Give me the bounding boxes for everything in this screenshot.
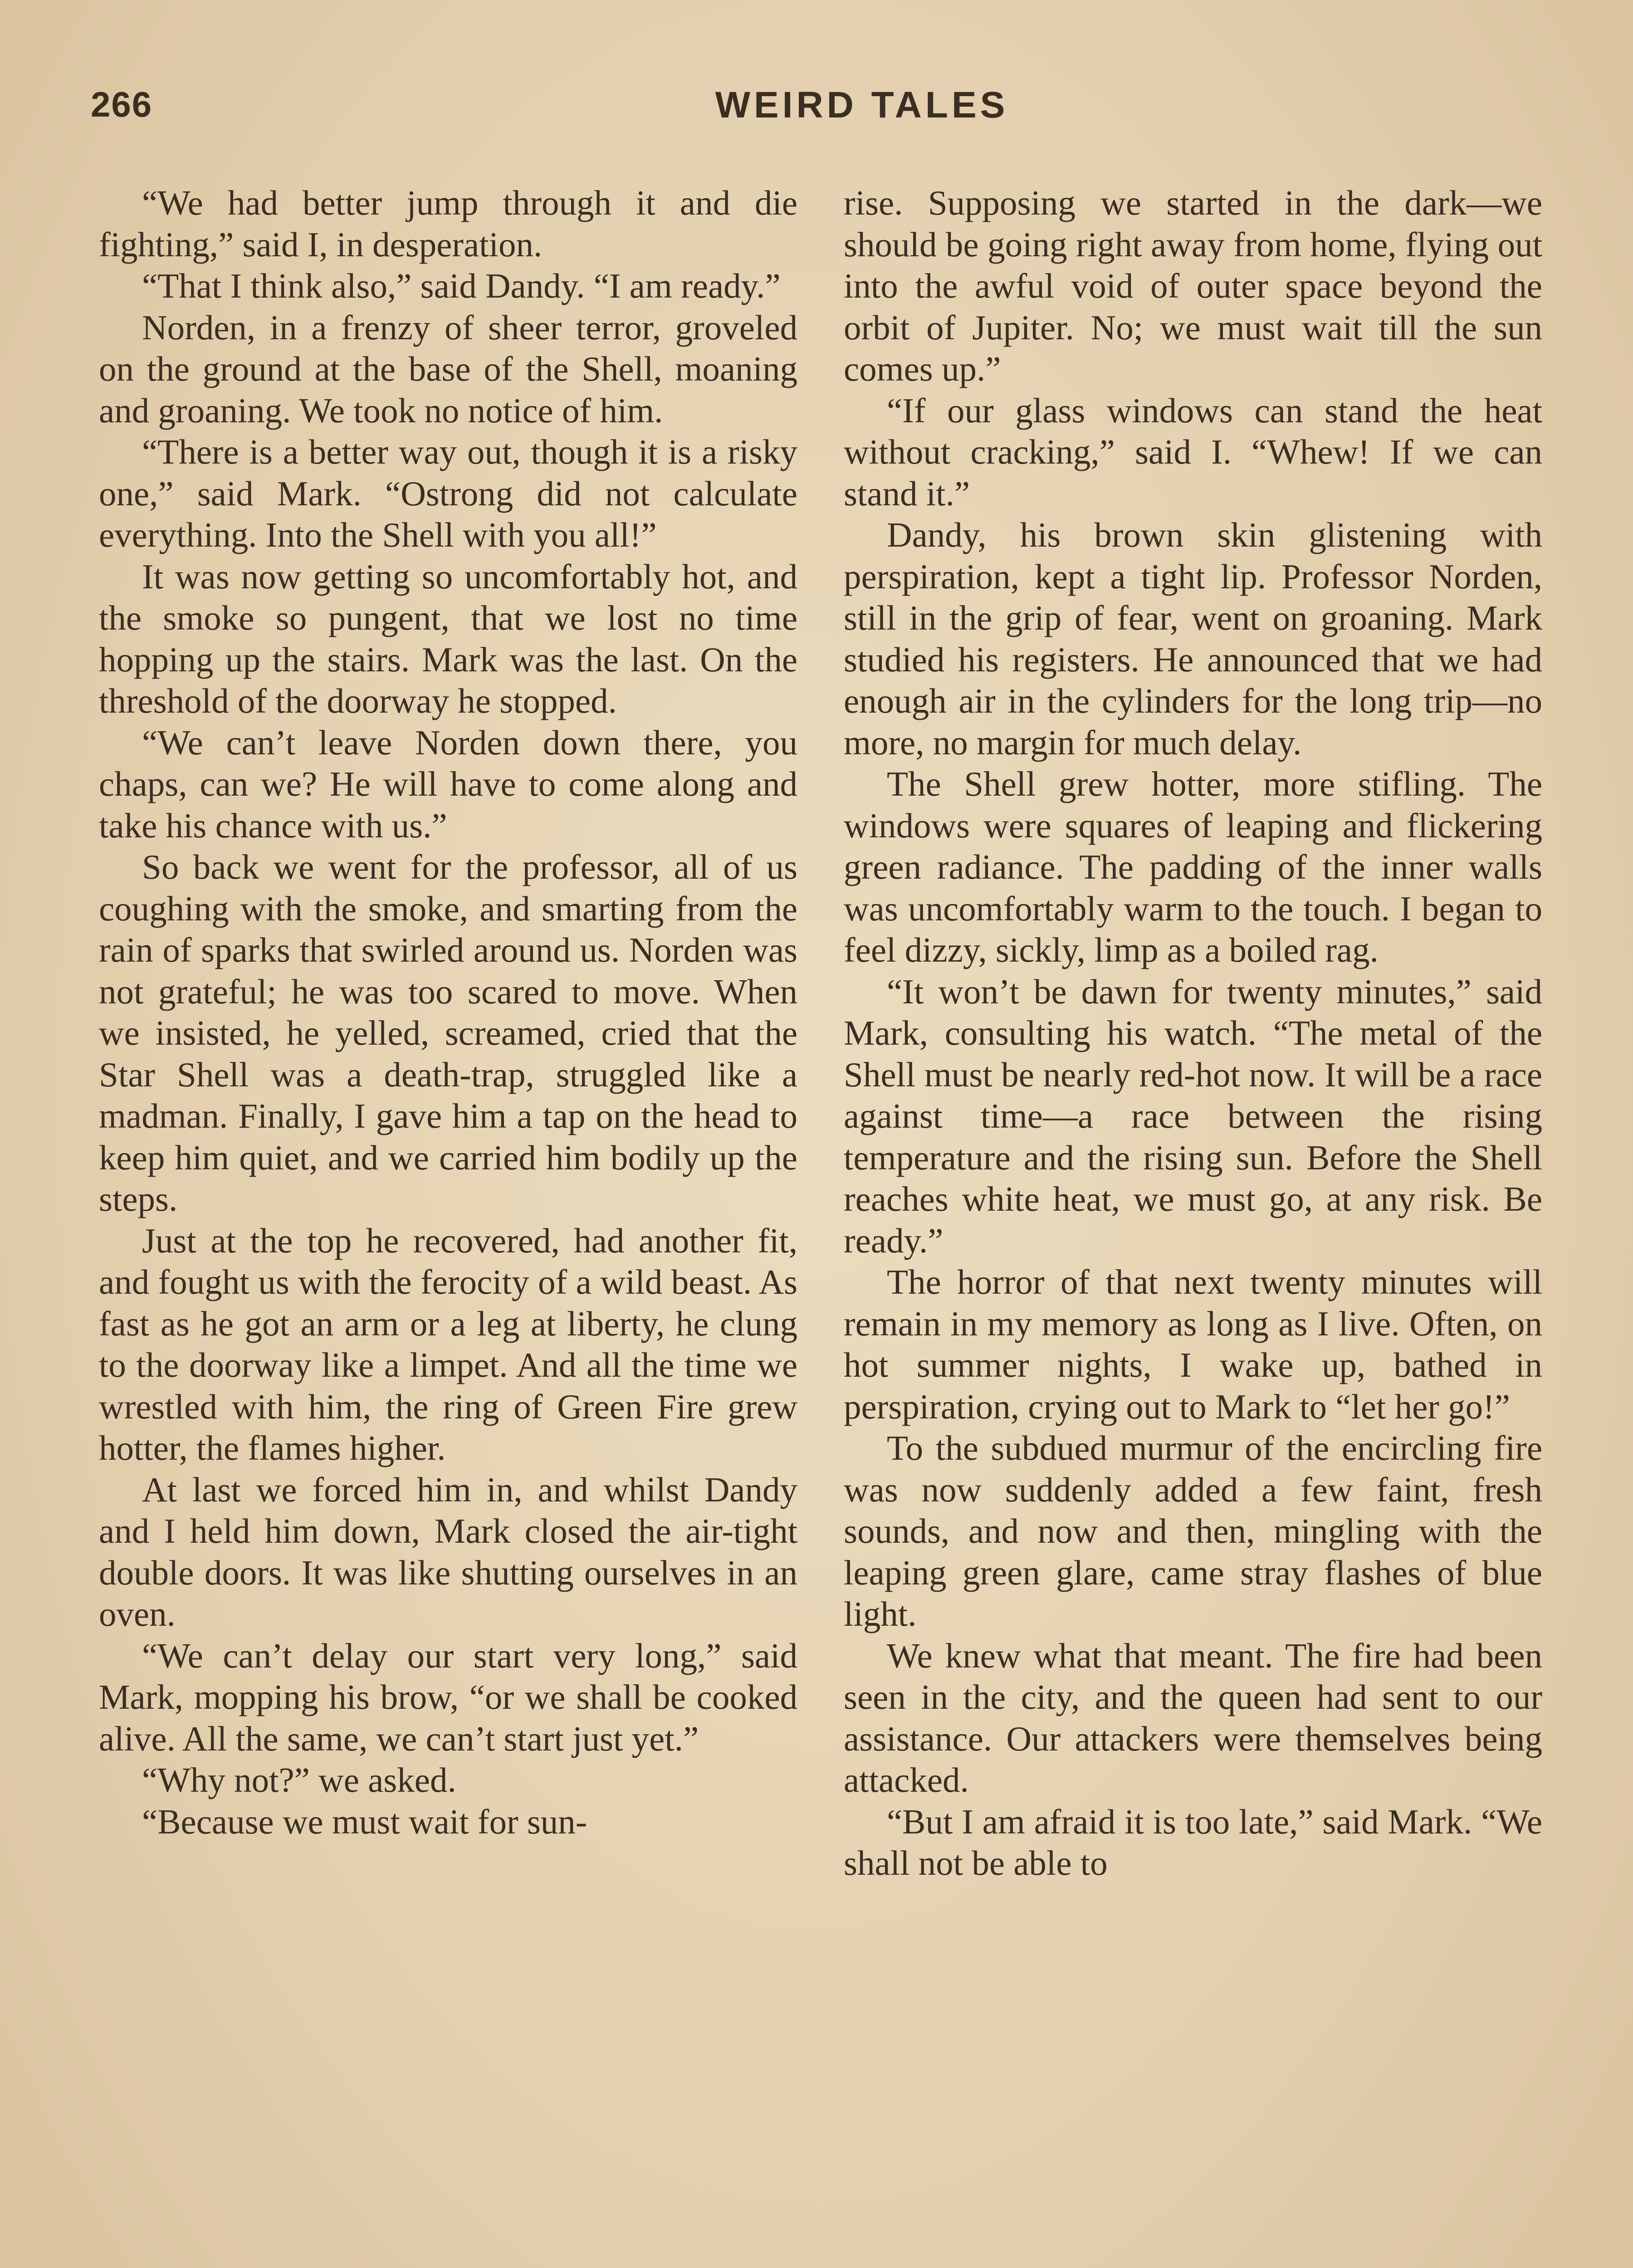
paragraph: The Shell grew hotter, more stifling. The windows were squares of leaping and flickering green radiance. The padding of the inner walls was uncomfortably warm to the touch. I began to feel dizzy, sickly, limp as a boiled rag.: [844, 764, 1542, 969]
paragraph: It was now getting so uncomfortably hot, and the smoke so pungent, that we lost no time hopping up the stairs. Mark was the last. On the threshold of the doorway he stopped.: [99, 557, 797, 720]
paragraph: To the subdued murmur of the encircling fire was now suddenly added a few faint, fresh sounds, and now and then, mingling with the leaping green glare, came stray flashes of blue light.: [844, 1428, 1542, 1633]
running-title: WEIRD TALES: [715, 84, 1009, 126]
paragraph: “Why not?” we asked.: [142, 1760, 456, 1799]
paragraph: Dandy, his brown skin glistening with perspiration, kept a tight lip. Professor Norden, still in the grip of fear, went on groaning. Mark studied his registers. He announced that we had enough air in the cylinders for the long trip—no more, no margin for much delay.: [844, 515, 1542, 762]
page-header: [91, 84, 1542, 138]
paragraph: At last we forced him in, and whilst Dandy and I held him down, Mark closed the air-tight double doors. It was like shutting ourselves in an oven.: [99, 1470, 797, 1633]
paragraph: “There is a better way out, though it is a risky one,” said Mark. “Ostrong did not calculate everything. Into the Shell with you all!”: [99, 432, 797, 554]
paragraph: So back we went for the professor, all of us coughing with the smoke, and smarting from the rain of sparks that swirled around us. Norden was not grateful; he was too scared to move. When we insisted, he yelled, screamed, cried that the Star Shell was a death-trap, struggled like a madman. Finally, I gave him a tap on the head to keep him quiet, and we carried him bodily up the steps.: [99, 847, 797, 1218]
left-text-column: [99, 182, 797, 1843]
paragraph: “We can’t delay our start very long,” said Mark, mopping his brow, “or we shall be cooked alive. All the same, we can’t start just yet.”: [99, 1636, 797, 1758]
paragraph: “We had better jump through it and die fighting,” said I, in desperation.: [99, 183, 797, 264]
paragraph: The horror of that next twenty minutes will remain in my memory as long as I live. Often, on hot summer nights, I wake up, bathed in perspiration, crying out to Mark to “let her go!”: [844, 1262, 1542, 1426]
paragraph: “It won’t be dawn for twenty minutes,” said Mark, consulting his watch. “The metal of the Shell must be nearly red-hot now. It will be a race against time—a race between the rising temperature and the rising sun. Before the Shell reaches white heat, we must go, at any risk. Be ready.”: [844, 972, 1542, 1260]
paragraph: “That I think also,” said Dandy. “I am ready.”: [142, 266, 781, 305]
paragraph: Norden, in a frenzy of sheer terror, groveled on the ground at the base of the Shell, moaning and groaning. We took no notice of him.: [99, 308, 797, 430]
paragraph: We knew what that meant. The fire had been seen in the city, and the queen had sent to our assistance. Our attackers were themselves being attacked.: [844, 1636, 1542, 1799]
paragraph: “Because we must wait for sun-: [142, 1802, 587, 1841]
paragraph: “We can’t leave Norden down there, you chaps, can we? He will have to come along and take his chance with us.”: [99, 723, 797, 845]
right-text-column: [844, 182, 1542, 1884]
paragraph: Just at the top he recovered, had another fit, and fought us with the ferocity of a wild beast. As fast as he got an arm or a leg at liberty, he clung to the doorway like a limpet. And all the time we wrestled with him, the ring of Green Fire grew hotter, the flames higher.: [99, 1221, 797, 1467]
paragraph: “But I am afraid it is too late,” said Mark. “We shall not be able to: [844, 1802, 1542, 1882]
paragraph: rise. Supposing we started in the dark—we should be going right away from home, flying out into the awful void of outer space beyond the orbit of Jupiter. No; we must wait till the sun comes up.”: [844, 183, 1542, 388]
paragraph: “If our glass windows can stand the heat without cracking,” said I. “Whew! If we can stand it.”: [844, 391, 1542, 513]
page-number: 266: [91, 84, 153, 124]
